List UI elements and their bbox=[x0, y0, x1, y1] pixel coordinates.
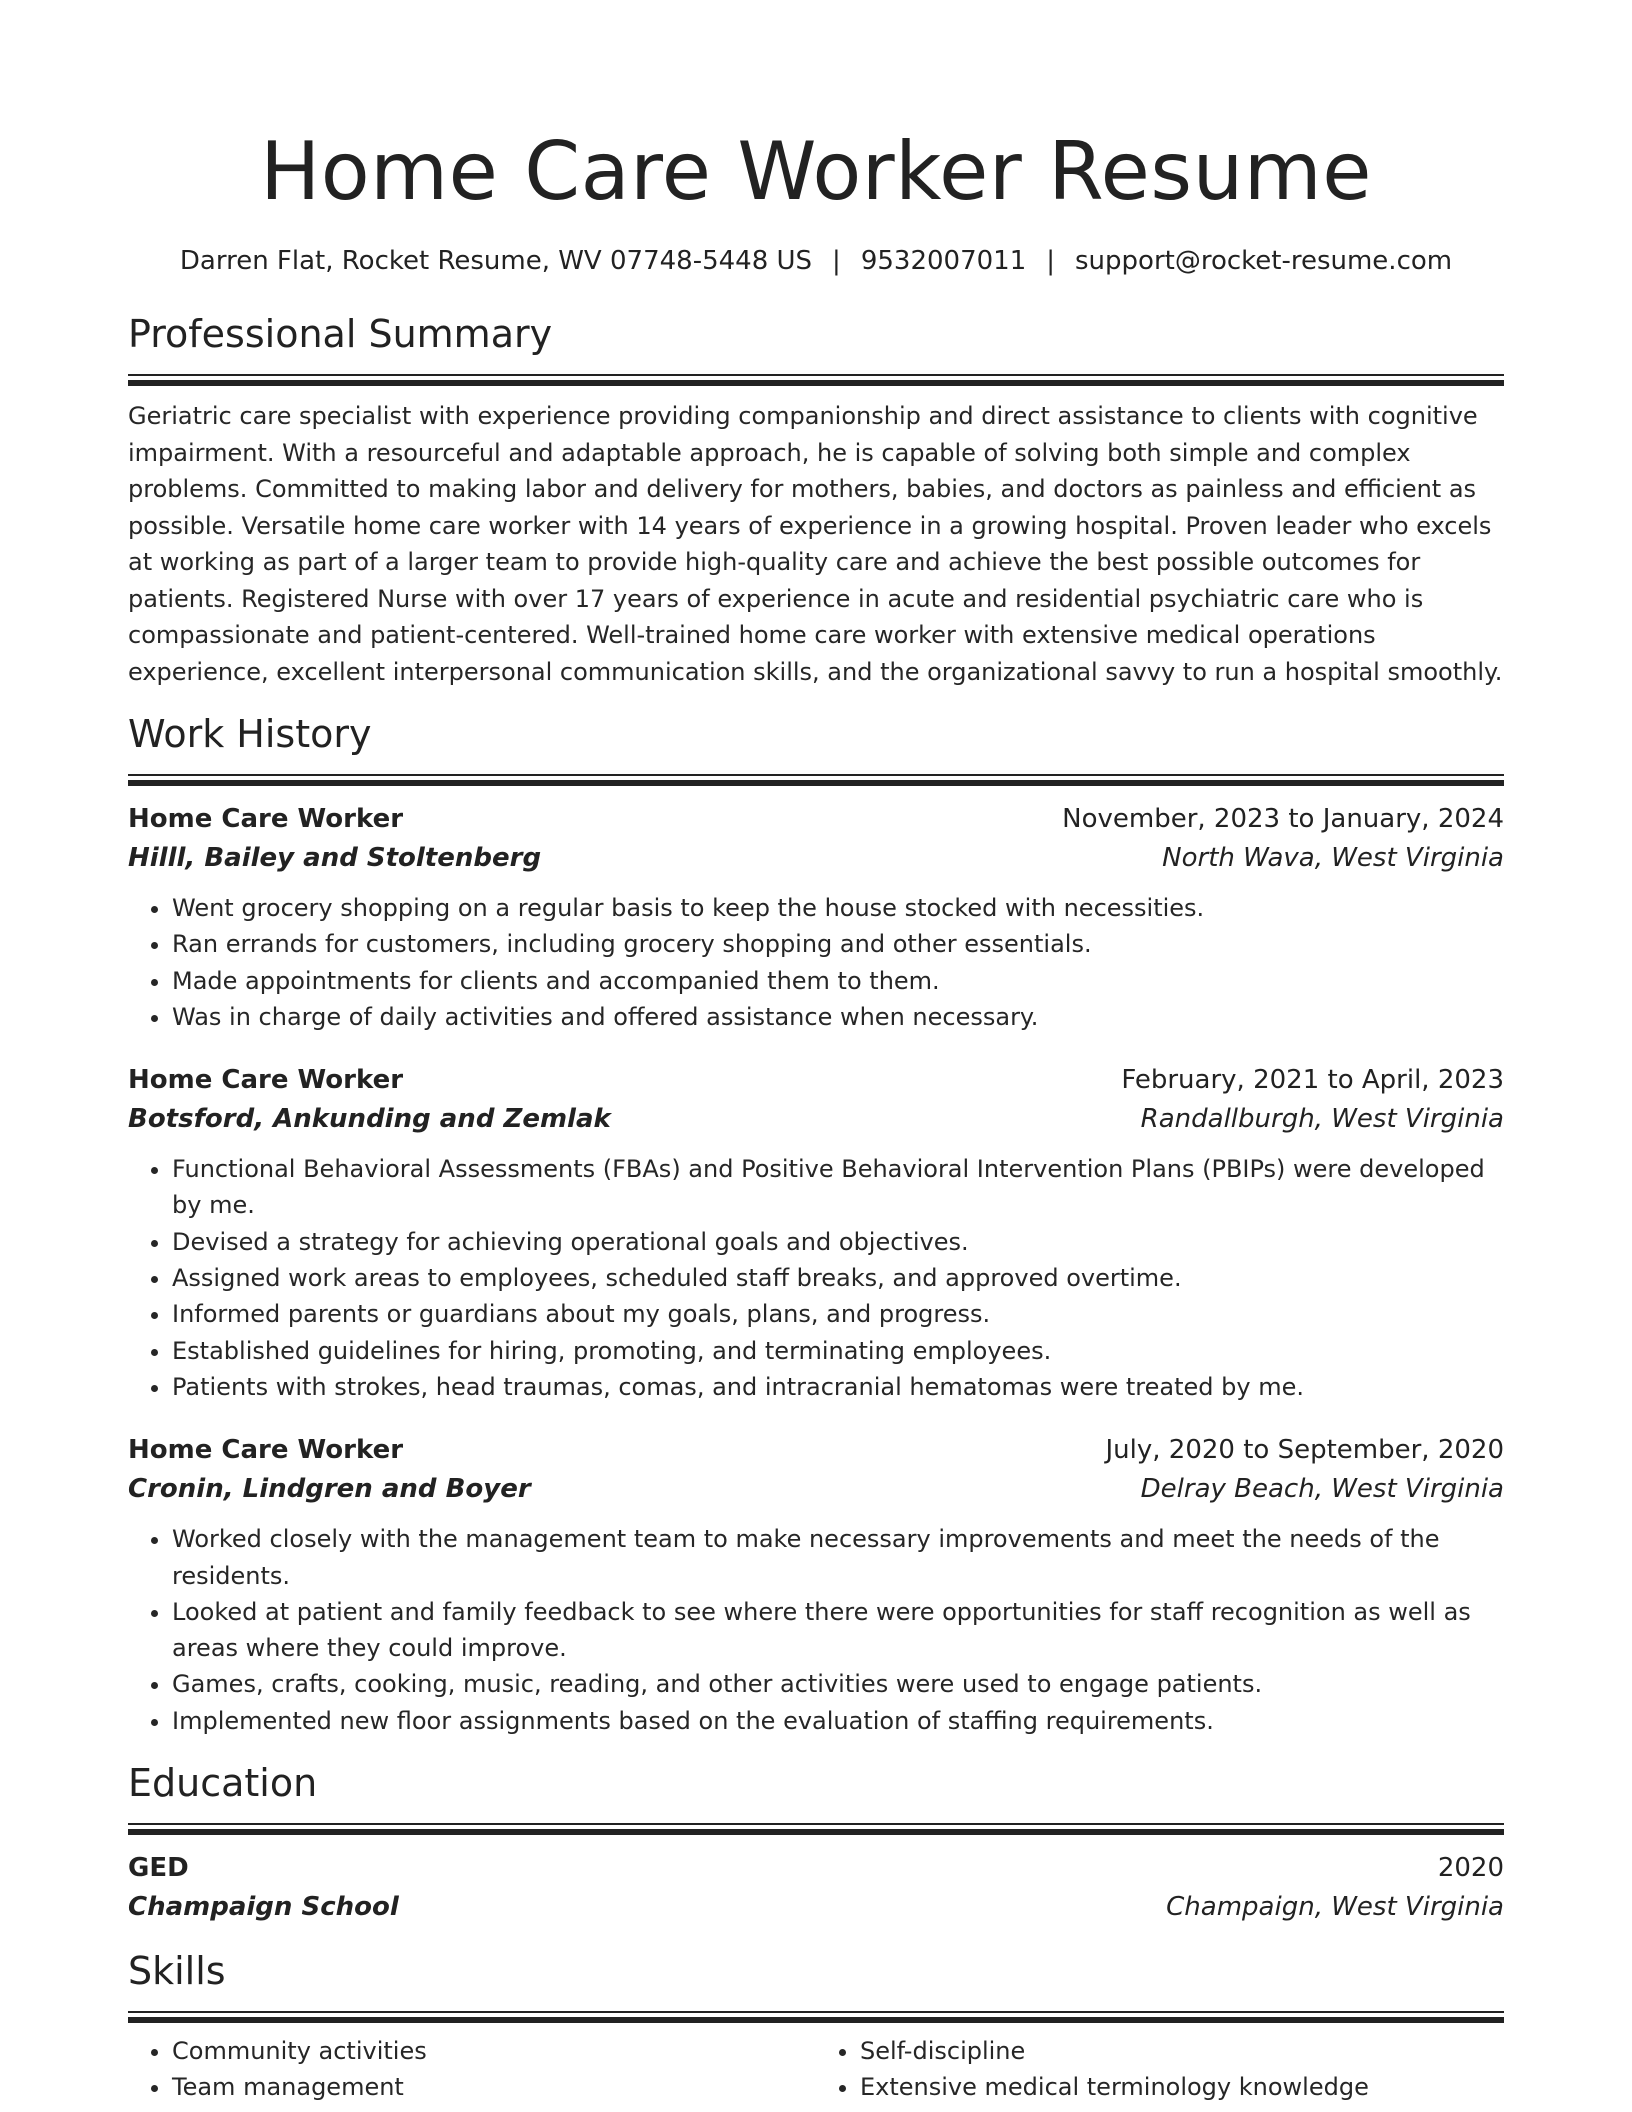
list-item: • Informed parents or guardians about my goals, plans, and progress. bbox=[172, 1296, 1504, 1332]
degree: GED bbox=[128, 1853, 189, 1884]
job-bullets bbox=[128, 1521, 1504, 1739]
resume-title: Home Care Worker Resume bbox=[260, 125, 1372, 218]
list-item: • Games, crafts, cooking, music, reading, and other activities were used to engage patients. bbox=[172, 1666, 1504, 1702]
skills-grid bbox=[128, 2033, 1504, 2106]
list-item: • Worked closely with the management team to make necessary improvements and meet the needs of the residents. bbox=[172, 1521, 1504, 1594]
job-location: Delray Beach, West Virginia bbox=[1140, 1474, 1504, 1505]
job-location: North Wava, West Virginia bbox=[1162, 843, 1504, 873]
education-year: 2020 bbox=[1437, 1853, 1504, 1884]
education-entry bbox=[128, 1849, 1504, 1927]
summary-section bbox=[128, 310, 1504, 690]
list-item: • Established guidelines for hiring, promoting, and terminating employees. bbox=[172, 1333, 1504, 1369]
section-divider bbox=[128, 774, 1504, 784]
skill-item: • Community activities bbox=[172, 2033, 816, 2069]
list-item: • Made appointments for clients and accompanied them to them. bbox=[172, 963, 1504, 999]
job-dates: February, 2021 to April, 2023 bbox=[1121, 1065, 1504, 1096]
company-name: Hilll, Bailey and Stoltenberg bbox=[128, 843, 542, 873]
job-dates: July, 2020 to September, 2020 bbox=[1105, 1435, 1504, 1466]
list-item: • Patients with strokes, head traumas, comas, and intracranial hematomas were treated by me. bbox=[172, 1369, 1504, 1405]
company-name: Cronin, Lindgren and Boyer bbox=[128, 1474, 531, 1505]
school-location: Champaign, West Virginia bbox=[1166, 1892, 1504, 1923]
contact-phone: 9532007011 bbox=[860, 246, 1027, 276]
job-bullets bbox=[128, 1151, 1504, 1405]
job-title: Home Care Worker bbox=[128, 1435, 404, 1466]
school-name: Champaign School bbox=[128, 1892, 399, 1923]
section-heading: Professional Summary bbox=[128, 312, 553, 356]
contact-email: support@rocket-resume.com bbox=[1075, 246, 1453, 276]
section-heading: Skills bbox=[128, 1949, 226, 1994]
section-heading: Education bbox=[128, 1761, 318, 1806]
skill-item: • Team management bbox=[172, 2069, 816, 2105]
section-divider bbox=[128, 1823, 1504, 1833]
skill-item: • Self-discipline bbox=[860, 2033, 1504, 2069]
job-title: Home Care Worker bbox=[128, 804, 404, 834]
job-entry bbox=[128, 1431, 1504, 1739]
job-title: Home Care Worker bbox=[128, 1065, 404, 1096]
job-entry bbox=[128, 1061, 1504, 1405]
education-section bbox=[128, 1759, 1504, 1927]
section-divider bbox=[128, 2011, 1504, 2021]
list-item: • Functional Behavioral Assessments (FBAs) and Positive Behavioral Intervention Plans (PBIPs) were developed by me. bbox=[172, 1151, 1504, 1224]
summary-text: Geriatric care specialist with experience providing companionship and direct assistance to clients with cognitive impairment. With a resourceful and adaptable approach, he is capable of solving both simple and complex problems. Committed to making labor and delivery for mothers, babies, and doctors as painless and efficient as possible. Versatile home care worker with 14 years of experience in a growing hospital. Proven leader who excels at working as part of a larger team to provide high-quality care and achieve the best possible outcomes for patients. Registered Nurse with over 17 years of experience in acute and residential psychiatric care who is compassionate and patient-centered. Well-trained home care worker with extensive medical operations experience, excellent interpersonal communication skills, and the organizational savvy to run a hospital smoothly. bbox=[128, 402, 1503, 686]
contact-separator: | bbox=[1046, 246, 1055, 276]
job-entry bbox=[128, 800, 1504, 1035]
list-item: • Went grocery shopping on a regular basis to keep the house stocked with necessities. bbox=[172, 890, 1504, 926]
section-divider bbox=[128, 374, 1504, 384]
section-heading: Work History bbox=[128, 712, 372, 756]
list-item: • Devised a strategy for achieving operational goals and objectives. bbox=[172, 1224, 1504, 1260]
list-item: • Looked at patient and family feedback to see where there were opportunities for staff recognition as well as areas where they could improve. bbox=[172, 1594, 1504, 1667]
job-bullets bbox=[128, 890, 1504, 1035]
company-name: Botsford, Ankunding and Zemlak bbox=[128, 1104, 611, 1135]
skills-column-right bbox=[816, 2033, 1504, 2106]
skills-section bbox=[128, 1947, 1504, 2106]
skills-column-left bbox=[128, 2033, 816, 2106]
job-dates: November, 2023 to January, 2024 bbox=[1062, 804, 1504, 834]
list-item: • Was in charge of daily activities and offered assistance when necessary. bbox=[172, 999, 1504, 1035]
contact-address: Darren Flat, Rocket Resume, WV 07748-5448 US bbox=[179, 246, 813, 276]
skill-item: • Extensive medical terminology knowledge bbox=[860, 2069, 1504, 2105]
list-item: • Ran errands for customers, including grocery shopping and other essentials. bbox=[172, 926, 1504, 962]
contact-line bbox=[128, 244, 1504, 278]
list-item: • Assigned work areas to employees, scheduled staff breaks, and approved overtime. bbox=[172, 1260, 1504, 1296]
work-history-section bbox=[128, 710, 1504, 1739]
list-item: • Implemented new floor assignments based on the evaluation of staffing requirements. bbox=[172, 1703, 1504, 1739]
job-location: Randallburgh, West Virginia bbox=[1140, 1104, 1504, 1135]
contact-separator: | bbox=[832, 246, 841, 276]
